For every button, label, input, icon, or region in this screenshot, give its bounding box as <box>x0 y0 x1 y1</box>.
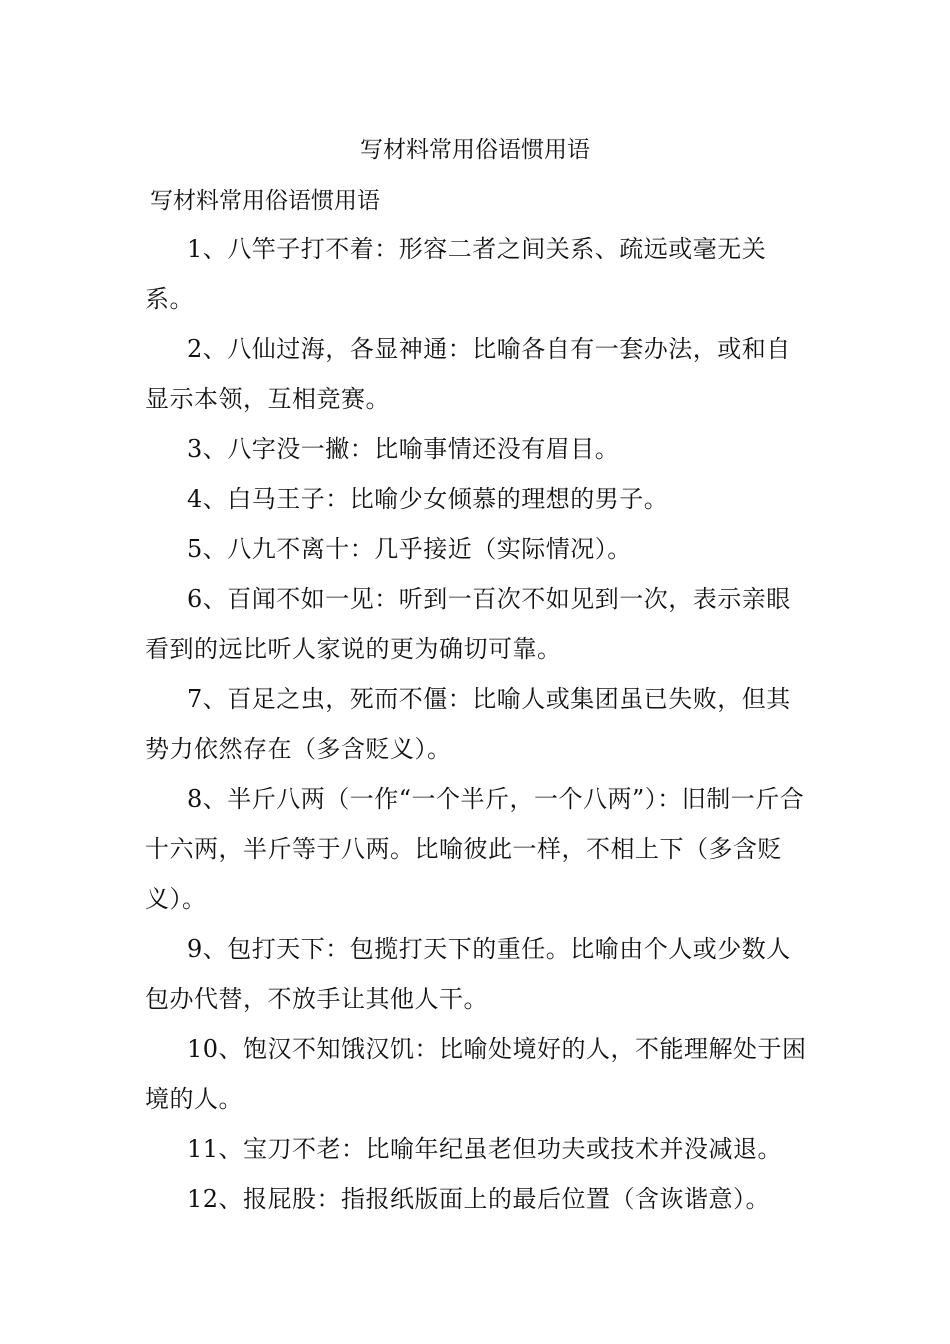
idiom-entry-5: 5、八九不离十：几乎接近（实际情况）。 <box>187 535 632 563</box>
idiom-entry-4: 4、白马王子：比喻少女倾慕的理想的男子。 <box>187 485 669 513</box>
idiom-entry-11: 11、宝刀不老：比喻年纪虽老但功夫或技术并没减退。 <box>187 1135 783 1163</box>
idiom-entry-3: 3、八字没一撇：比喻事情还没有眉目。 <box>187 435 620 463</box>
idiom-entry-12: 12、报屁股：指报纸版面上的最后位置（含诙谐意）。 <box>187 1185 771 1213</box>
idiom-entry-1: 1、八竿子打不着：形容二者之间关系、疏远或毫无关系。 <box>145 235 767 313</box>
idiom-entry-9: 9、包打天下：包揽打天下的重任。比喻由个人或少数人包办代替，不放手让其他人干。 <box>145 935 791 1013</box>
document-subtitle: 写材料常用俗语惯用语 <box>150 188 380 214</box>
idiom-list <box>145 224 811 1224</box>
idiom-entry-7: 7、百足之虫，死而不僵：比喻人或集团虽已失败，但其势力依然存在（多含贬义）。 <box>145 685 791 763</box>
idiom-entry-6: 6、百闻不如一见：听到一百次不如见到一次，表示亲眼看到的远比听人家说的更为确切可靠。 <box>145 585 791 663</box>
document-title: 写材料常用俗语惯用语 <box>360 137 590 163</box>
idiom-entry-2: 2、八仙过海，各显神通：比喻各自有一套办法，或和自显示本领，互相竞赛。 <box>145 335 791 413</box>
idiom-entry-10: 10、饱汉不知饿汉饥：比喻处境好的人，不能理解处于困境的人。 <box>145 1035 807 1113</box>
idiom-entry-8: 8、半斤八两（一作“一个半斤，一个八两”）：旧制一斤合十六两，半斤等于八两。比喻彼此一样，不相上下（多含贬义）。 <box>145 785 805 913</box>
